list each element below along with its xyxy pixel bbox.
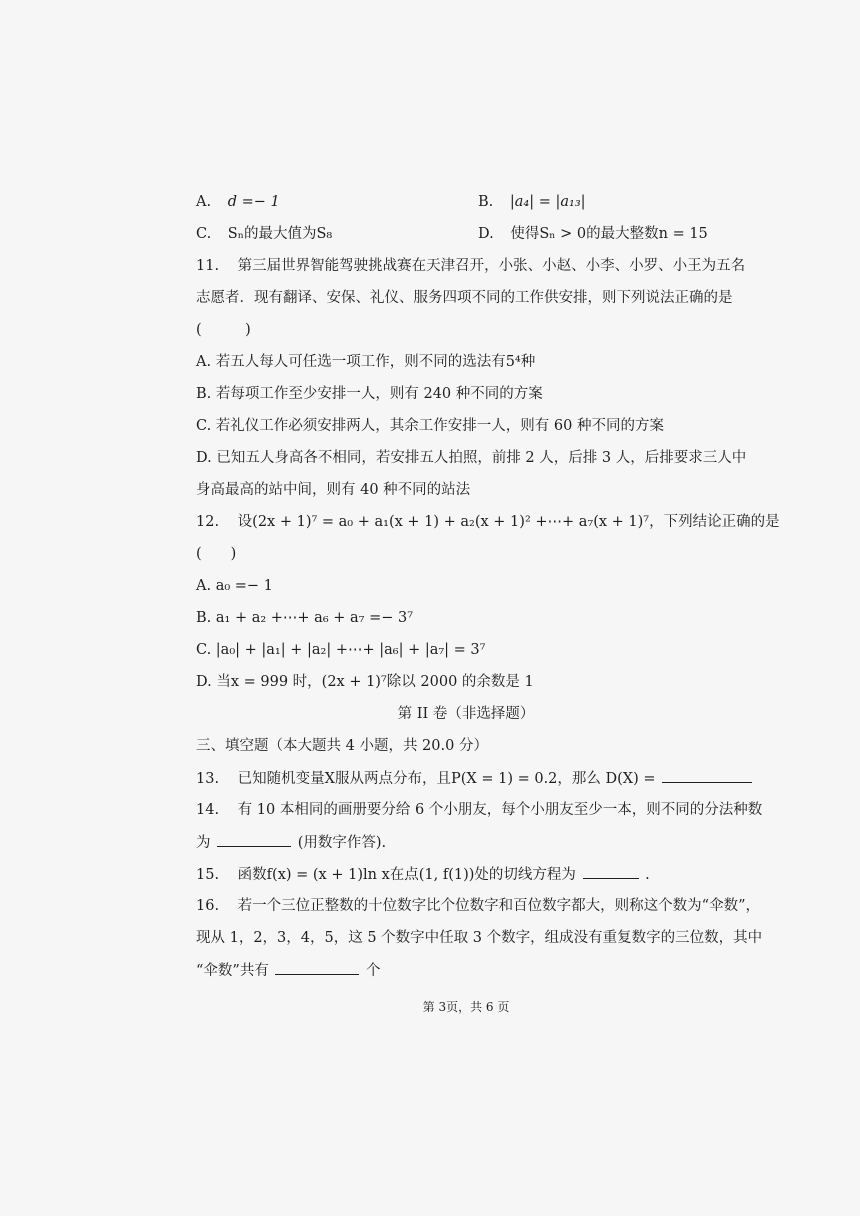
q11-paren: ( ) bbox=[196, 322, 251, 338]
q12-option-c: C. |a₀| + |a₁| + |a₂| +⋯+ |a₆| + |a₇| = 3⁷ bbox=[196, 642, 486, 658]
q16-text3-post: 个 bbox=[366, 963, 381, 979]
q10-option-a bbox=[196, 192, 280, 212]
q14-text1: 有 10 本相同的画册要分给 6 个小朋友，每个小朋友至少一本，则不同的分法种数 bbox=[237, 802, 763, 818]
q12-paren: ( ) bbox=[196, 546, 237, 562]
q12-option-a: A. a₀ =− 1 bbox=[196, 578, 273, 594]
q10-option-a-label: A. bbox=[196, 194, 212, 210]
q11-stem-text1: 第三届世界智能驾驶挑战赛在天津召开，小张、小赵、小李、小罗、小王为五名 bbox=[237, 258, 746, 274]
page-footer: 第 3页，共 6 页 bbox=[422, 1000, 510, 1014]
q16-text1: 若一个三位正整数的十位数字比个位数字和百位数字都大，则称这个数为“伞数”， bbox=[237, 898, 760, 914]
q14-text2-pre: 为 bbox=[196, 835, 211, 851]
q10-option-c-label: C. bbox=[196, 226, 212, 242]
q11-stem-line2: 志愿者．现有翻译、安保、礼仪、服务四项不同的工作供安排，则下列说法正确的是 bbox=[196, 290, 733, 306]
q14-answer-blank[interactable] bbox=[217, 832, 291, 847]
q11-option-d-line1: D. 已知五人身高各不相同，若安排五人拍照，前排 2 人，后排 3 人，后排要求三人中 bbox=[196, 450, 747, 466]
q12-stem bbox=[196, 512, 780, 532]
q10-option-d bbox=[478, 224, 708, 244]
q14-number: 14. bbox=[196, 802, 220, 818]
section-title: 第 II 卷（非选择题） bbox=[397, 706, 535, 722]
q12-stem-text: 设(2x + 1)⁷ = a₀ + a₁(x + 1) + a₂(x + 1)² +⋯+ a₇(x + 1)⁷，下列结论正确的是 bbox=[237, 514, 780, 530]
q16-text3-pre: “伞数”共有 bbox=[196, 963, 269, 979]
q10-option-b-label: B. bbox=[478, 194, 494, 210]
q11-option-b: B. 若每项工作至少安排一人，则有 240 种不同的方案 bbox=[196, 386, 543, 402]
q15-text-post: . bbox=[645, 867, 650, 883]
q12-option-b: B. a₁ + a₂ +⋯+ a₆ + a₇ =− 3⁷ bbox=[196, 610, 414, 626]
q13 bbox=[196, 768, 736, 789]
q10-option-a-text: d =− 1 bbox=[227, 194, 280, 210]
q10-option-b-text: |a₄| = |a₁₃| bbox=[509, 194, 586, 210]
q11-stem-line1 bbox=[196, 256, 746, 276]
q13-answer-blank[interactable] bbox=[662, 768, 752, 783]
q13-text: 已知随机变量X服从两点分布，且P(X = 1) = 0.2，那么 D(X) = bbox=[237, 771, 656, 787]
q16-line1 bbox=[196, 896, 760, 916]
q14-text2-post: (用数字作答). bbox=[297, 835, 387, 851]
q16-number: 16. bbox=[196, 898, 220, 914]
part3-heading: 三、填空题（本大题共 4 小题，共 20.0 分） bbox=[196, 738, 488, 754]
q10-option-d-label: D. bbox=[478, 226, 494, 242]
q14-line1 bbox=[196, 800, 763, 820]
q11-number: 11. bbox=[196, 258, 220, 274]
q15-answer-blank[interactable] bbox=[583, 864, 639, 879]
q16-answer-blank[interactable] bbox=[275, 960, 359, 975]
q10-option-c-text: Sₙ的最大值为S₈ bbox=[227, 226, 333, 242]
q16-line2: 现从 1，2，3，4，5，这 5 个数字中任取 3 个数字，组成没有重复数字的三位数，其中 bbox=[196, 930, 763, 946]
q12-option-d: D. 当x = 999 时，(2x + 1)⁷除以 2000 的余数是 1 bbox=[196, 674, 534, 690]
q16-line3 bbox=[196, 960, 736, 981]
q15-text: 函数f(x) = (x + 1)ln x在点(1, f(1))处的切线方程为 bbox=[237, 867, 576, 883]
q12-number: 12. bbox=[196, 514, 220, 530]
q13-number: 13. bbox=[196, 771, 220, 787]
q14-line2 bbox=[196, 832, 736, 853]
q11-option-c: C. 若礼仪工作必须安排两人，其余工作安排一人，则有 60 种不同的方案 bbox=[196, 418, 664, 434]
q11-option-a: A. 若五人每人可任选一项工作，则不同的选法有5⁴种 bbox=[196, 354, 536, 370]
q11-option-d-line2: 身高最高的站中间，则有 40 种不同的站法 bbox=[196, 482, 471, 498]
q10-option-d-text: 使得Sₙ > 0的最大整数n = 15 bbox=[510, 226, 708, 242]
q10-option-c bbox=[196, 224, 332, 244]
q10-option-b bbox=[478, 192, 586, 212]
q15 bbox=[196, 864, 736, 885]
q15-number: 15. bbox=[196, 867, 220, 883]
